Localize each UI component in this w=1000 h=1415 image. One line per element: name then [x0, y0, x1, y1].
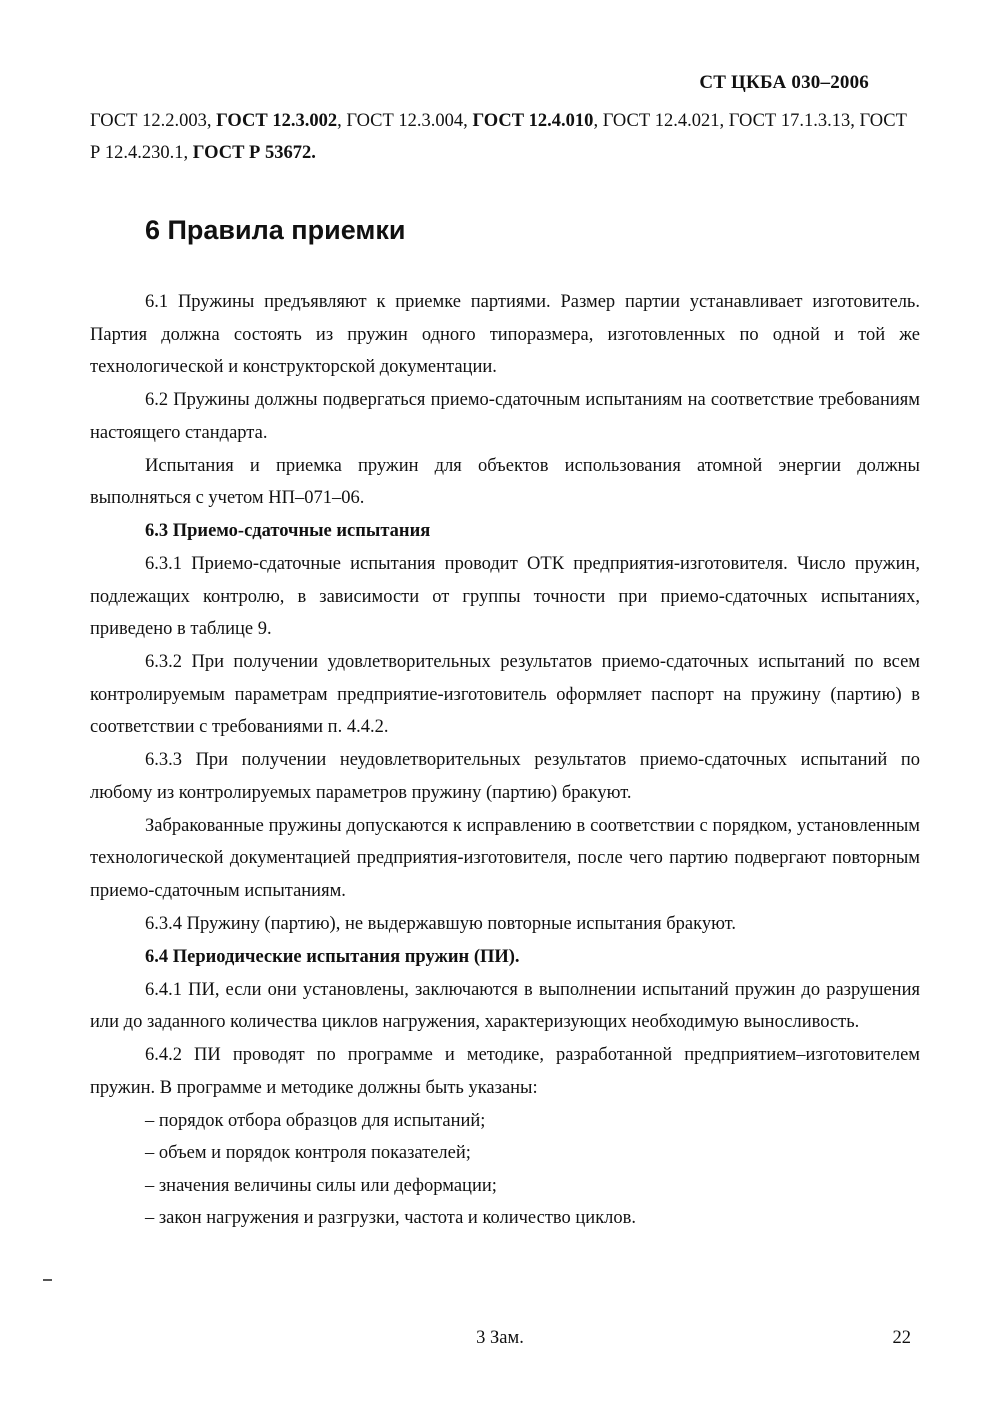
paragraph-6-2: 6.2 Пружины должны подвергаться приемо-сдаточным испытаниям на соответствие требованиям настоящего стандарта. — [90, 390, 920, 443]
page-number: 22 — [892, 1328, 911, 1348]
test-program-list — [90, 1105, 920, 1235]
list-item: – объем и порядок контроля показателей; — [145, 1143, 471, 1163]
references-paragraph — [90, 105, 920, 169]
list-item: – значения величины силы или деформации; — [145, 1175, 497, 1196]
paragraph-6-3-3-rejected: Забракованные пружины допускаются к исправлению в соответствии с порядком, установленным технологической документацией предприятия-изготовителя, после чего партию подвергают повторным приемо-сдаточным испытаниям. — [90, 815, 920, 901]
heading-6-3: 6.3 Приемо-сдаточные испытания — [145, 521, 431, 541]
list-item: – порядок отбора образцов для испытаний; — [145, 1110, 486, 1131]
paragraph-6-4-1: 6.4.1 ПИ, если они установлены, заключаются в выполнении испытаний пружин до разрушения или до заданного количества циклов нагружения, характеризующих необходимую выносливость. — [90, 979, 920, 1032]
speck-mark — [43, 1279, 52, 1281]
paragraph-6-3-4: 6.3.4 Пружину (партию), не выдержавшую повторные испытания бракуют. — [145, 913, 736, 934]
paragraph-6-3-1: 6.3.1 Приемо-сдаточные испытания проводит ОТК предприятия-изготовителя. Число пружин, подлежащих контролю, в зависимости от группы точности при приемо-сдаточных испытаниях, приведено в таблице 9. — [90, 554, 920, 639]
paragraph-6-1: 6.1 Пружины предъявляют к приемке партиями. Размер партии устанавливает изготовитель. Партия должна состоять из пружин одного типоразмера, изготовленных по одной и той же технологической и конструкторской документации. — [90, 292, 920, 377]
reference-segment: , ГОСТ 12.4.021, ГОСТ 17.1.3.13, ГОСТ Р 12.4.230.1, — [90, 111, 907, 163]
reference-segment: ГОСТ Р 53672. — [192, 143, 316, 163]
section-title: 6 Правила приемки — [145, 215, 406, 245]
reference-segment: ГОСТ 12.3.002 — [216, 111, 338, 131]
paragraph-6-3-3: 6.3.3 При получении неудовлетворительных результатов приемо-сдаточных испытаний по любому из контролируемых параметров пружину (партию) бракуют. — [90, 750, 920, 803]
reference-segment: ГОСТ 12.2.003, — [90, 111, 217, 131]
heading-6-4: 6.4 Периодические испытания пружин (ПИ). — [145, 946, 520, 967]
paragraph-6-3-2: 6.3.2 При получении удовлетворительных результатов приемо-сдаточных испытаний по всем контролируемым параметрам предприятие-изготовитель оформляет паспорт на пружину (партию) в соответствии с требованиями п. 4.4.2. — [90, 652, 920, 737]
paragraph-6-2-nuclear: Испытания и приемка пружин для объектов использования атомной энергии должны выполняться с учетом НП–071–06. — [90, 455, 920, 508]
list-item: – закон нагружения и разгрузки, частота и количество циклов. — [145, 1208, 637, 1228]
paragraph-6-4-2: 6.4.2 ПИ проводят по программе и методике, разработанной предприятием–изготовителем пружин. В программе и методике должны быть указаны: — [90, 1045, 920, 1098]
change-note: 3 Зам. — [476, 1328, 524, 1348]
reference-segment: , ГОСТ 12.3.004, — [337, 111, 473, 131]
document-body — [90, 286, 920, 1235]
document-code: СТ ЦКБА 030–2006 — [699, 72, 869, 93]
reference-segment: ГОСТ 12.4.010 — [472, 111, 594, 131]
